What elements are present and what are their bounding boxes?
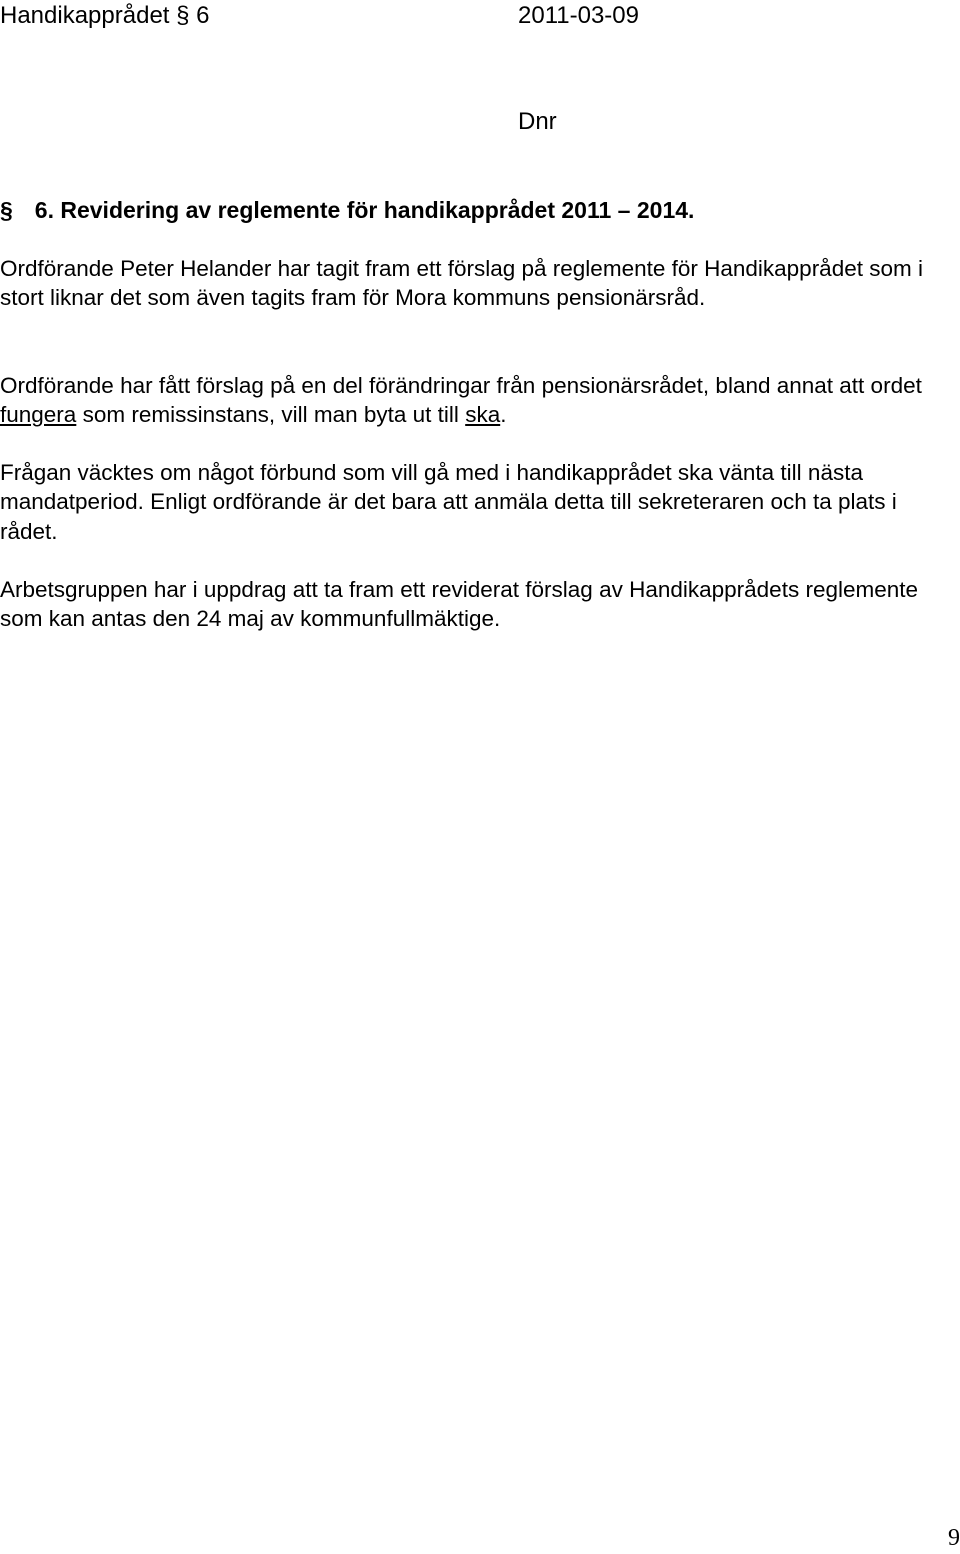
section-symbol: § <box>0 197 13 223</box>
paragraph-2-text-middle: som remissinstans, vill man byta ut till <box>76 402 466 428</box>
underlined-word-ska: ska <box>465 402 501 428</box>
underlined-word-fungera: fungera <box>0 402 77 428</box>
paragraph-2-text-end: . <box>500 402 507 428</box>
header-title: Handikapprådet § 6 <box>0 2 210 29</box>
paragraph-3: Frågan väcktes om något förbund som vill gå med i handikapprådet ska vänta till nästa mandatperiod. Enligt ordförande är det bara att anmäla detta till sekreteraren och ta plats i rådet. <box>0 460 897 544</box>
paragraph-4: Arbetsgruppen har i uppdrag att ta fram ett reviderat förslag av Handikapprådets reglemente som kan antas den 24 maj av kommunfullmäktige. <box>0 577 919 632</box>
section-title <box>0 196 694 224</box>
paragraph-1: Ordförande Peter Helander har tagit fram ett förslag på reglemente för Handikapprådet som i stort liknar det som även tagits fram för Mora kommuns pensionärsråd. <box>0 256 923 311</box>
header-date: 2011-03-09 <box>518 2 639 29</box>
paragraph-2-text-start: Ordförande har fått förslag på en del förändringar från pensionärsrådet, bland annat att ordet <box>0 373 922 398</box>
header-dnr: Dnr <box>518 108 557 135</box>
paragraph-2 <box>0 371 955 430</box>
section-title-text: 6. Revidering av reglemente för handikapprådet 2011 – 2014. <box>34 197 695 223</box>
page-number: 9 <box>948 1525 960 1551</box>
